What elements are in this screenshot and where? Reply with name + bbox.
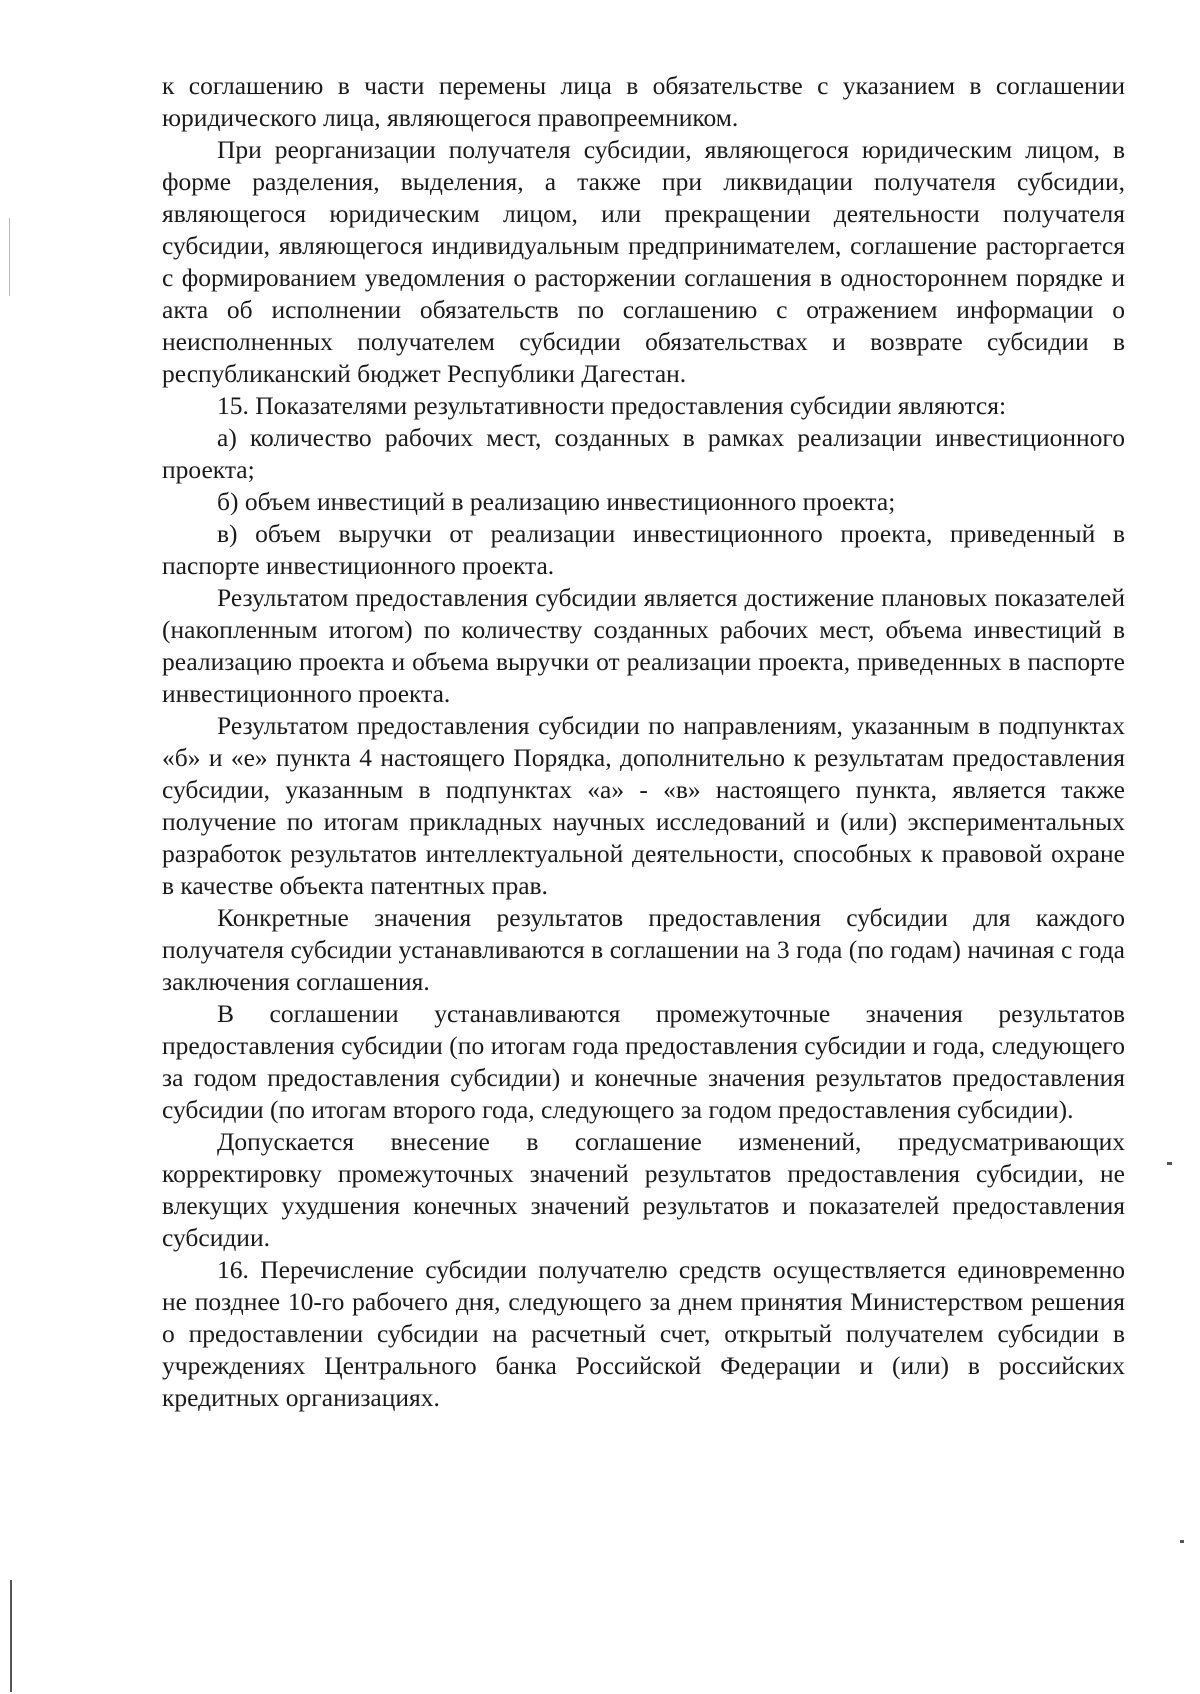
paragraph-intermediate-values: В соглашении устанавливаются промежуточные значения результатов предоставления субсидии (по итогам года предоставления субсидии и года, следующего за годом предоставления субсидии) и конечные значения результатов предоставления субсидии (по итогам второго года, следующего за годом предоставления субсидии). (162, 999, 1125, 1124)
paragraph-item-15-b: б) объем инвестиций в реализацию инвестиционного проекта; (217, 487, 896, 516)
paragraph-item-15-v: в) объем выручки от реализации инвестиционного проекта, приведенный в паспорте инвестиционного проекта. (162, 519, 1125, 580)
paragraph-continuation: к соглашению в части перемены лица в обязательстве с указанием в соглашении юридического лица, являющегося правопреемником. (162, 71, 1125, 132)
paragraph-reorganization: При реорганизации получателя субсидии, являющегося юридическим лицом, в форме разделения, выделения, а также при ликвидации получателя субсидии, являющегося юридическим лицом, или прекращении деятельности получателя субсидии, являющегося индивидуальным предпринимателем, соглашение расторгается с формированием уведомления о расторжении соглашения в одностороннем порядке и акта об исполнении обязательств по соглашению с отражением информации о неисполненных получателем субсидии обязательствах и возврате субсидии в республиканский бюджет Республики Дагестан. (162, 135, 1125, 388)
paragraph-item-16: 16. Перечисление субсидии получателю средств осуществляется единовременно не позднее 10-го рабочего дня, следующего за днем принятия Министерством решения о предоставлении субсидии на расчетный счет, открытый получателем субсидии в учреждениях Центрального банка Российской Федерации и (или) в российских кредитных организациях. (162, 1255, 1125, 1412)
scan-mark-left-top (9, 218, 10, 296)
paragraph-amendments: Допускается внесение в соглашение изменений, предусматривающих корректировку промежуточных значений результатов предоставления субсидии, не влекущих ухудшения конечных значений результатов и показателей предоставления субсидии. (162, 1127, 1125, 1252)
paragraph-item-15-a: а) количество рабочих мест, созданных в рамках реализации инвестиционного проекта; (162, 423, 1125, 484)
paragraph-result: Результатом предоставления субсидии является достижение плановых показателей (накопленным итогом) по количеству созданных рабочих мест, объема инвестиций в реализацию проекта и объема выручки от реализации проекта, приведенных в паспорте инвестиционного проекта. (162, 583, 1125, 708)
paragraph-specific-values: Конкретные значения результатов предоставления субсидии для каждого получателя субсидии устанавливаются в соглашении на 3 года (по годам) начиная с года заключения соглашения. (162, 903, 1125, 996)
paragraph-item-15: 15. Показателями результативности предоставления субсидии являются: (217, 391, 1007, 420)
scan-mark-left-bottom (10, 1580, 12, 1692)
document-body (162, 70, 1125, 1414)
scan-mark-right-bottom (1180, 1540, 1184, 1543)
scan-mark-right-mid (1167, 1162, 1172, 1165)
paragraph-result-directions: Результатом предоставления субсидии по направлениям, указанным в подпунктах «б» и «е» пункта 4 настоящего Порядка, дополнительно к результатам предоставления субсидии, указанным в подпунктах «а» - «в» настоящего пункта, является также получение по итогам прикладных научных исследований и (или) экспериментальных разработок результатов интеллектуальной деятельности, способных к правовой охране в качестве объекта патентных прав. (162, 711, 1125, 900)
